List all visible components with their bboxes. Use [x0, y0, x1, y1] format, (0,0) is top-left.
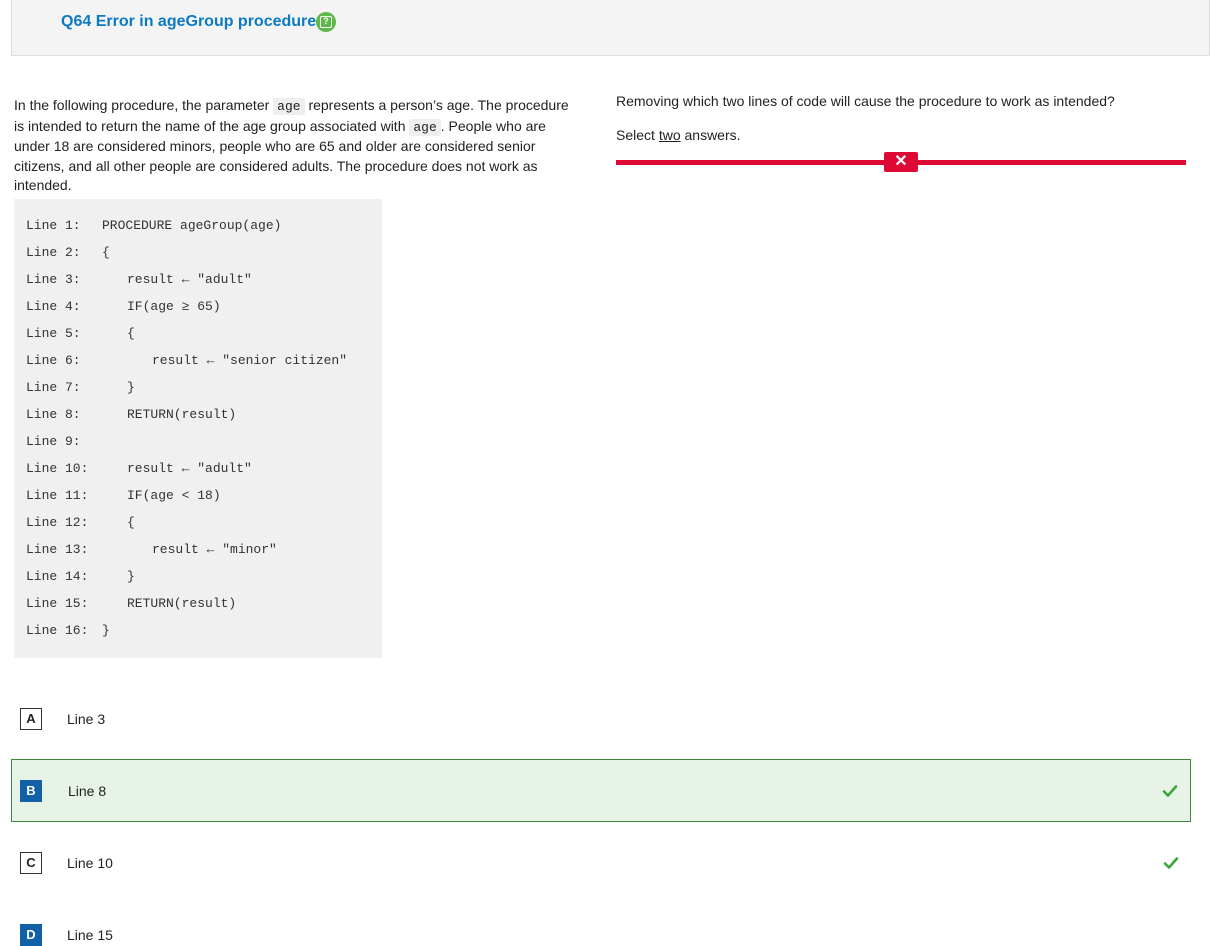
code-line-number: Line 12:	[26, 515, 89, 530]
code-line-number: Line 2:	[26, 245, 81, 260]
code-line-text: result ← "minor"	[152, 542, 277, 557]
select-prefix: Select	[616, 127, 659, 143]
code-line	[26, 513, 135, 533]
code-line-number: Line 1:	[26, 218, 81, 233]
option-label: Line 15	[67, 926, 113, 943]
code-line-text: PROCEDURE ageGroup(age)	[102, 218, 282, 233]
code-line-number: Line 15:	[26, 596, 89, 611]
answer-option-d[interactable]	[11, 903, 1191, 946]
code-line-text: {	[127, 515, 135, 530]
code-line	[26, 324, 135, 344]
option-letter[interactable]: A	[20, 708, 42, 730]
code-line	[26, 270, 252, 290]
code-block	[14, 199, 382, 658]
code-line-number: Line 5:	[26, 326, 81, 341]
answer-option-a[interactable]	[11, 687, 1191, 750]
question-title: Q64 Error in ageGroup procedure	[61, 13, 317, 30]
code-line-number: Line 11:	[26, 488, 89, 503]
select-instruction	[616, 127, 741, 143]
code-line-text: }	[127, 380, 135, 395]
question-header	[11, 0, 1210, 56]
code-line	[26, 432, 102, 452]
code-line-text: }	[102, 623, 110, 638]
code-line-number: Line 9:	[26, 434, 81, 449]
stem-text-3: . People who are under 18 are considered minors, people who are 65 and older are considered senior citizens, and all other people are considered adults. The procedure does not work as intended.	[14, 117, 546, 193]
stem-text-2: represents a person’s age. The procedure is intended to return the name of the age group associated with	[14, 97, 569, 134]
check-icon	[1162, 783, 1178, 799]
answer-option-b[interactable]	[11, 759, 1191, 822]
code-line	[26, 378, 135, 398]
code-line	[26, 567, 135, 587]
question-stem	[14, 96, 574, 196]
question-prompt: Removing which two lines of code will cause the procedure to work as intended?	[616, 93, 1115, 109]
answer-option-c[interactable]	[11, 831, 1191, 894]
stem-code-age-2: age	[409, 119, 440, 136]
select-count: two	[658, 127, 681, 143]
code-line-number: Line 4:	[26, 299, 81, 314]
code-line-number: Line 14:	[26, 569, 89, 584]
check-icon	[1163, 855, 1179, 871]
code-line	[26, 594, 236, 614]
code-line	[26, 297, 221, 317]
option-letter[interactable]: D	[20, 924, 42, 946]
code-line	[26, 216, 281, 236]
code-line	[26, 459, 252, 479]
code-line	[26, 243, 110, 263]
code-line	[26, 486, 221, 506]
code-line-text: result ← "senior citizen"	[152, 353, 348, 368]
code-line-text: IF(age ≥ 65)	[127, 299, 221, 314]
option-label: Line 3	[67, 710, 106, 727]
code-line-text: result ← "adult"	[127, 272, 252, 287]
help-icon[interactable]: ?	[316, 12, 336, 32]
code-line-number: Line 3:	[26, 272, 81, 287]
code-line-number: Line 10:	[26, 461, 89, 476]
option-letter[interactable]: C	[20, 852, 42, 874]
code-line-number: Line 16:	[26, 623, 89, 638]
code-line-text: IF(age < 18)	[127, 488, 221, 503]
code-line-number: Line 6:	[26, 353, 81, 368]
code-line-text: {	[102, 245, 110, 260]
code-line	[26, 540, 277, 560]
code-line-text: RETURN(result)	[127, 407, 237, 422]
code-line-number: Line 7:	[26, 380, 81, 395]
option-label: Line 8	[68, 782, 107, 799]
option-label: Line 10	[67, 854, 113, 871]
code-line	[26, 351, 347, 371]
x-icon: ✕	[884, 152, 918, 172]
code-line-number: Line 8:	[26, 407, 81, 422]
select-suffix: answers.	[680, 127, 741, 143]
code-line-text: {	[127, 326, 135, 341]
code-line-text: result ← "adult"	[127, 461, 252, 476]
code-line	[26, 621, 110, 641]
code-line-text: }	[127, 569, 135, 584]
code-line	[26, 405, 236, 425]
code-line-number: Line 13:	[26, 542, 89, 557]
stem-code-age-1: age	[273, 98, 304, 115]
stem-text-1: In the following procedure, the parameter	[14, 97, 274, 113]
option-letter[interactable]: B	[20, 780, 42, 802]
code-line-text: RETURN(result)	[127, 596, 237, 611]
